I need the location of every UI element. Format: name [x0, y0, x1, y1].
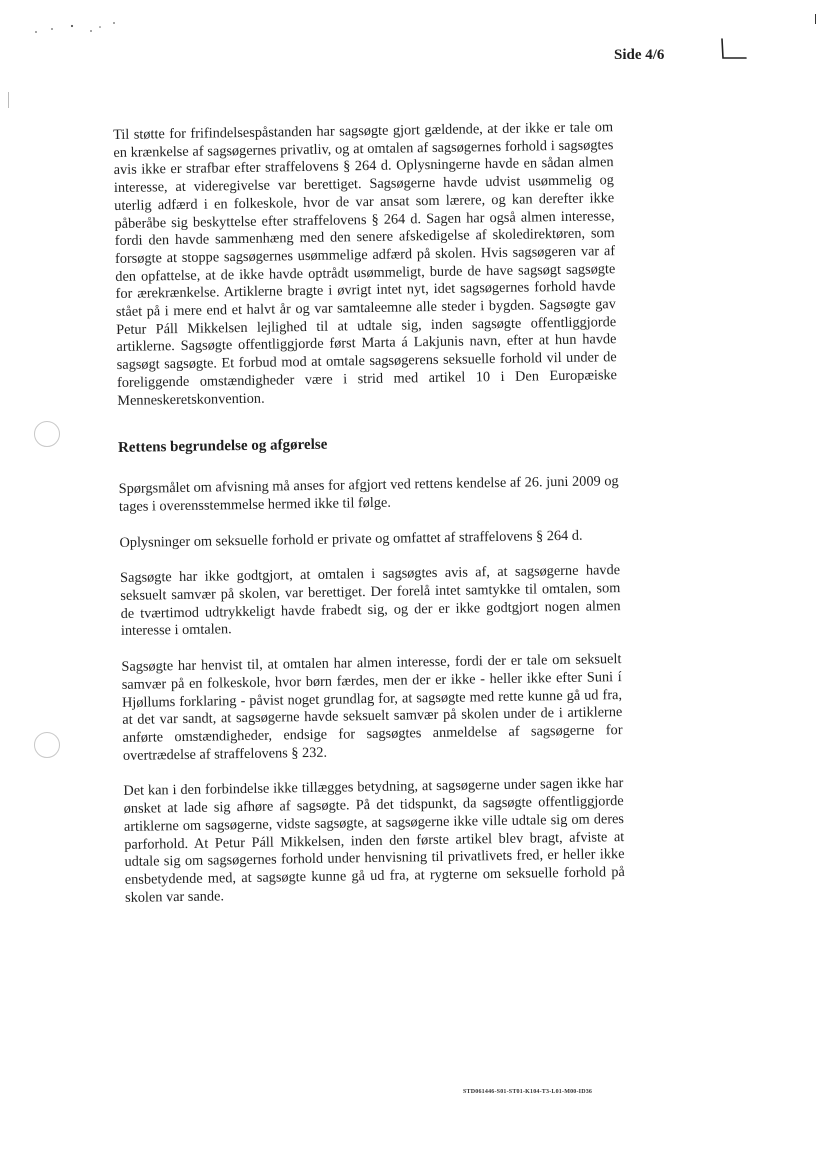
- document-body: [113, 119, 625, 907]
- section-heading: Rettens begrundelse og afgørelse: [117, 436, 328, 457]
- handwritten-mark: [719, 38, 749, 62]
- document-code: STD061446-S01-ST01-K104-T3-L01-M00-ID36: [463, 1089, 593, 1095]
- punch-hole: [34, 421, 60, 447]
- paragraph-public-interest: Sagsøgte har henvist til, at omtalen har almen interesse, fordi der er tale om seksuelt samvær på en folkeskole, hvor børn færdes, men der er ikke - heller ikke efter Suni í Hjøllums forklaring - påvist noget grundlag for, at sagsøgte med rette kunne gå ud fra, at det var sandt, at sagsøgerne havde seksuelt samvær på skolen under de i artiklerne anførte omstændigheder, endsige for sagsøgtes anmeldelse af sagsøgerne for overtrædelse af straffelovens § 232.: [121, 651, 623, 764]
- paragraph-private-information: Oplysninger om seksuelle forhold er private og omfattet af straffelovens § 264 d.: [119, 527, 583, 551]
- page-number: Side 4/6: [614, 47, 665, 63]
- scan-edge-mark: [815, 14, 816, 24]
- paragraph-defense-arguments: Til støtte for frifindelsespåstanden har sagsøgte gjort gældende, at der ikke er tale om en krænkelse af sagsøgernes privatliv, og at omtalen af sagsøgernes forhold i sagsøgtes avis ikke er strafbar efter straffelovens § 264 d. Oplysningerne havde en sådan almen interesse, at videregivelse var berettiget. Sagsøgerne havde udvist usømmelig og uterlig adfærd i en folkeskole, hvor de var ansat som lærere, og kan derefter ikke påberåbe sig beskyttelse efter straffelovens § 264 d. Sagen har også almen interesse, fordi den havde sammenhæng med den senere afskedigelse af skoledirektøren, som forsøgte at stoppe sagsøgernes usømmelige adfærd på skolen. Hvis sagsøgeren var af den opfattelse, at de ikke havde optrådt usømmeligt, burde de have sagsøgt sagsøgte for ærekrænkelse. Artiklerne bragte i øvrigt intet nyt, idet sagsøgernes forhold havde stået på i mere end et halvt år og var samtaleemne alle steder i bygden. Sagsøgte gav Petur Páll Mikkelsen lejlighed til at udtale sig, inden sagsøgte offentliggjorde artiklerne. Sagsøgte offentliggjorde først Marta á Lakjunis navn, efter at hun havde sagsøgt sagsøgte. Et forbud mod at omtale sagsøgerens seksuelle forhold vil under de foreliggende omstændigheder være i strid med artikel 10 i Den Europæiske Menneskeretskonvention.: [113, 119, 618, 409]
- paragraph-dismissal: Spørgsmålet om afvisning må anses for afgjort ved rettens kendelse af 26. juni 2009 og tages i overensstemmelse hermed ikke til følge.: [118, 473, 619, 515]
- scan-speckles: [30, 18, 120, 38]
- paragraph-interrogation: Det kan i den forbindelse ikke tillægges betydning, at sagsøgerne under sagen ikke har ønsket at lade sig afhøre af sagsøgte. På det tidspunkt, da sagsøgte offentliggjorde artiklerne om sagsøgerne, vidste sagsøgte, at sagsøgerne ikke ville udtale sig om deres parforhold. At Petur Páll Mikkelsen, inden den første artikel blev bragt, afviste at udtale sig om sagsøgernes forhold under henvisning til privatlivets fred, er heller ikke ensbetydende med, at sagsøgte kunne gå ud fra, at rygterne om seksuelle forhold på skolen var sande.: [123, 775, 625, 906]
- punch-hole: [34, 732, 60, 758]
- scan-margin-mark: [8, 92, 9, 108]
- paragraph-not-justified: Sagsøgte har ikke godtgjort, at omtalen i sagsøgtes avis af, at sagsøgerne havde seksuelt samvær på skolen, var berettiget. Der forelå intet samtykke til omtalen, som de tværtimod udtrykkeligt havde frabedt sig, og der er ikke godtgjort nogen almen interesse i omtalen.: [119, 562, 621, 640]
